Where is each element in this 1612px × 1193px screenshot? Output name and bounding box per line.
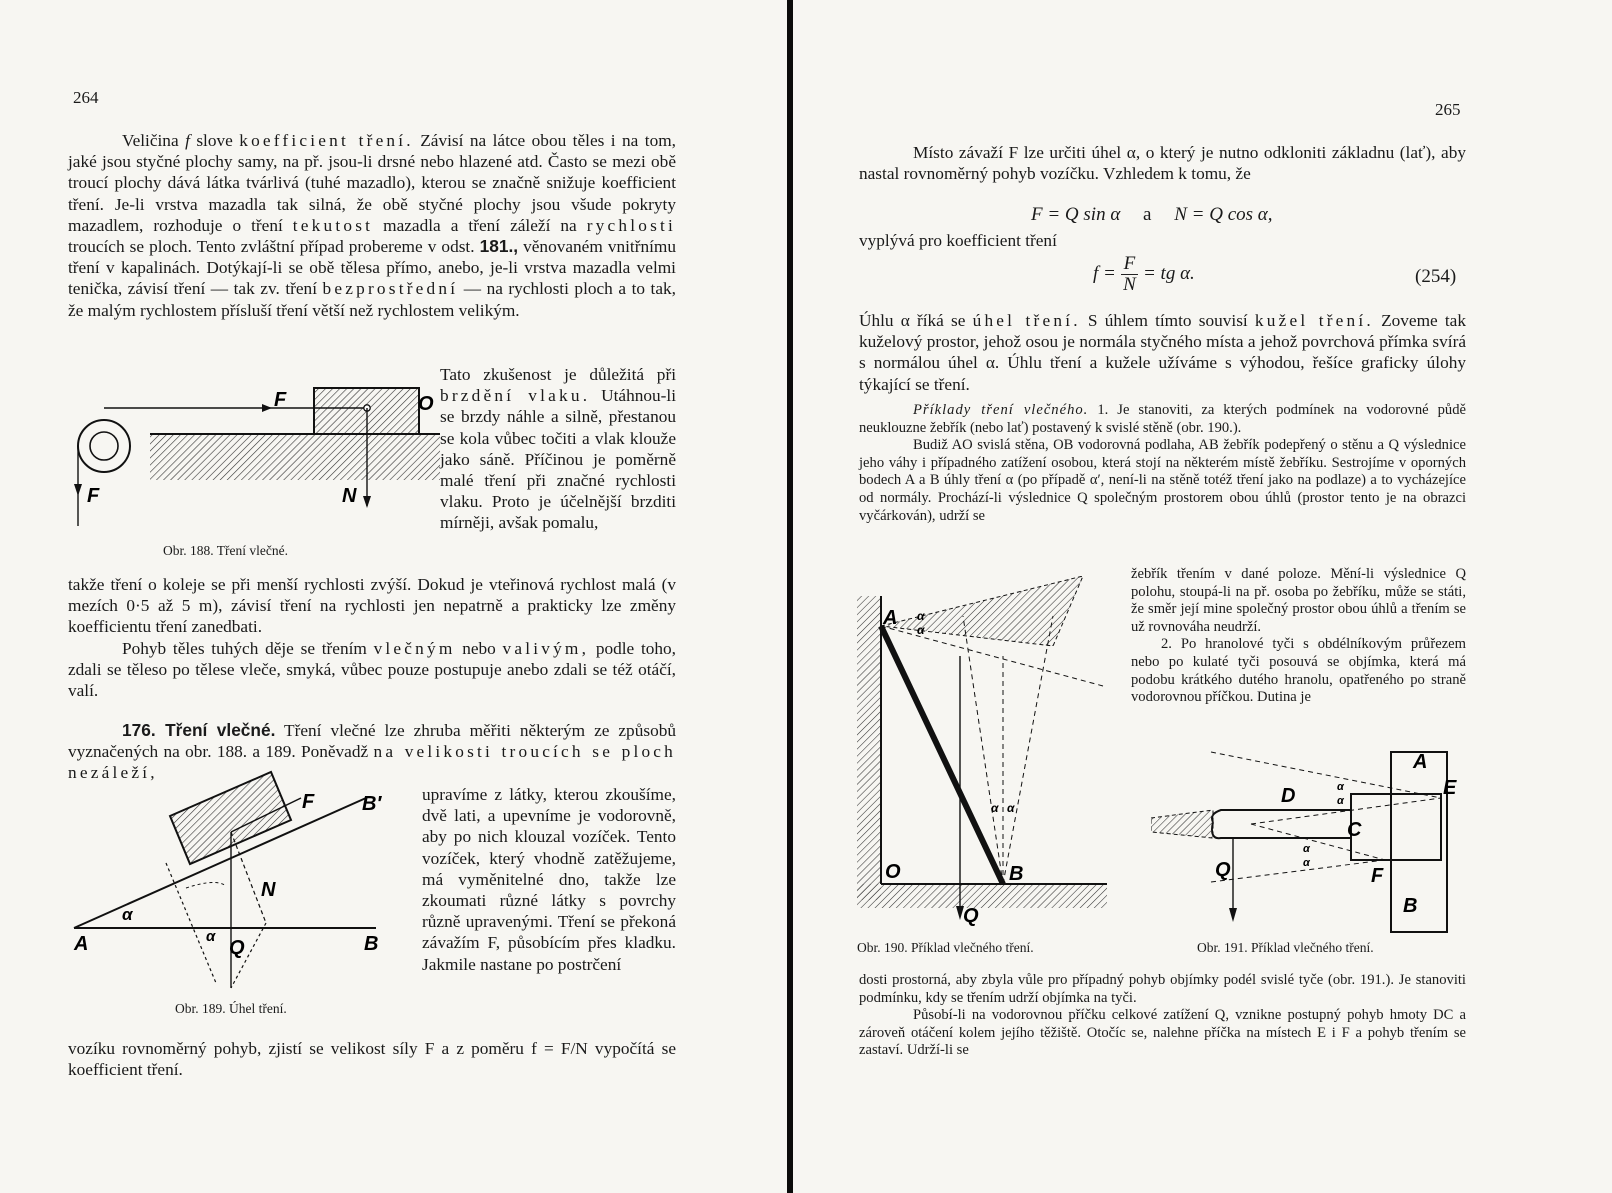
fig189-arc xyxy=(186,882,226,888)
page-number-right: 265 xyxy=(1435,100,1461,119)
section-176-end: vozíku rovnoměrný pohyb, zjistí se velikost síly F a z poměru f = F/N vypočítá se koefficient tření. xyxy=(68,1039,676,1080)
figure-191 xyxy=(1151,742,1461,938)
fig188-arrow-n xyxy=(363,496,371,508)
fig188-pulley xyxy=(78,420,130,472)
fig191-caption: Obr. 191. Příklad vlečného tření. xyxy=(1197,940,1374,955)
fig190-wall xyxy=(857,596,881,900)
fig190-label-q: Q xyxy=(963,905,979,926)
section-176-intro: 176. Tření vlečné. Tření vlečné lze zhruba měřiti některým ze způsobů vyznačených na obr. 188. a 189. Poněvadž na velikosti troucích se ploch nezáleží, xyxy=(68,720,676,783)
figure-188 xyxy=(62,376,442,546)
fig189-label-q: Q xyxy=(229,937,245,959)
fig189-label-b-prime: B′ xyxy=(362,793,382,815)
fig188-arrow-f xyxy=(262,404,272,412)
fig188-pulley-inner xyxy=(90,432,118,460)
fig191-label-f: F xyxy=(1371,865,1384,887)
fig188-label-f-top: F xyxy=(274,389,287,411)
fig189-dashed-2 xyxy=(166,863,216,983)
right-page xyxy=(793,0,1612,1193)
fig191-label-alpha4: α xyxy=(1303,857,1310,869)
fig189-caption: Obr. 189. Úhel tření. xyxy=(175,1001,287,1016)
figure-189 xyxy=(66,768,406,998)
left-paragraph-2-side: Tato zkušenost je důležitá při brzdění vlaku. Utáhnou-li se brzdy náhle a silně, přestanou se kola vůbec točiti a vlak klouže jako sáně. Příčinou je poměrně malé tření při značné rychlosti vlaku. Proto je účelnější brzditi mírněji, avšak pomalu, xyxy=(440,365,676,533)
fig191-label-a: A xyxy=(1413,751,1428,773)
fig190-ladder xyxy=(881,626,1003,884)
right-paragraph-2: vyplývá pro koefficient tření xyxy=(859,231,1057,250)
fig191-label-c: C xyxy=(1347,819,1362,841)
fig191-friction-zone xyxy=(1151,810,1213,838)
fig191-rod xyxy=(1391,752,1447,932)
right-paragraph-1: Místo závaží F lze určiti úhel α, o který je nutno odkloniti základnu (lať), aby nastal rovnoměrný pohyb vozíčku. Vzhledem k tomu, že xyxy=(859,143,1466,184)
examples-intro: Příklady tření vlečného. 1. Je stanoviti, za kterých podmínek na vodorovné půdě neuklouzne žebřík (nebo lať) postavený k svislé stěně (obr. 190.). Budiž AO svislá stěna, OB vodorovná podlaha, AB žebřík podepřený o stěnu a Q výslednice jeho váhy i případného zatížení osobou, která stojí na některém místě žebříku. Sestrojíme v oporných bodech A a B úhly tření α (po případě α′, není-li na stěně totéž tření jako na podlaze) a to vycházejíce od normály. Prochází-li výslednice Q společným prostorem obou úhlů (prostor tento je na obrazci vyčárkován), udrží se xyxy=(859,402,1466,524)
fig191-dashed-bottom xyxy=(1211,860,1385,882)
fig190-dashed-b2 xyxy=(1003,616,1053,884)
formula-forces: F = Q sin α a N = Q cos α, xyxy=(1031,204,1273,225)
fig191-label-alpha1: α xyxy=(1337,781,1344,793)
fig188-label-f-left: F xyxy=(87,485,100,507)
fig190-caption: Obr. 190. Příklad vlečného tření. xyxy=(857,940,1034,955)
fig191-dashed-f xyxy=(1251,824,1385,860)
fig188-caption: Obr. 188. Tření vlečné. xyxy=(163,543,288,558)
fig190-label-alpha2: α xyxy=(917,623,925,637)
fig190-friction-zone xyxy=(881,576,1083,646)
left-page xyxy=(0,0,787,1193)
fig190-label-alpha4: α xyxy=(1007,801,1015,815)
fig189-label-alpha1: α xyxy=(122,905,133,924)
fig191-label-e: E xyxy=(1443,777,1457,799)
fig191-dashed-top xyxy=(1211,752,1441,798)
fig191-label-q: Q xyxy=(1215,859,1231,881)
fig189-label-b: B xyxy=(364,933,379,955)
section-heading: 176. Tření vlečné. xyxy=(122,720,276,740)
fig191-label-b: B xyxy=(1403,895,1418,917)
fig190-label-b: B xyxy=(1009,863,1024,885)
equation-number: (254) xyxy=(1415,266,1457,287)
fig191-label-alpha3: α xyxy=(1303,843,1310,855)
fig188-label-n: N xyxy=(342,485,357,507)
fig189-label-alpha2: α xyxy=(206,928,216,945)
right-paragraph-3: Úhlu α říká se úhel tření. S úhlem tímto souvisí kužel tření. Zoveme tak kuželový prostor, jehož osou je normála styčného místa a jehož povrchová přímka svírá s normálou úhel α. Úhlu tření a kužele užíváme s výhodou, řešíce graficky úlohy týkající se tření. xyxy=(859,311,1466,394)
fig191-label-alpha2: α xyxy=(1337,795,1344,807)
fig191-label-d: D xyxy=(1281,785,1296,807)
fig188-arrow-weight xyxy=(74,484,82,496)
fig191-bar xyxy=(1212,810,1351,838)
fig189-label-n: N xyxy=(261,879,276,901)
fig190-label-alpha3: α xyxy=(991,801,999,815)
left-paragraph-1: Veličina f slove koefficient tření. Závisí na látce obou těles i na tom, jaké jsou styčné plochy samy, na př. jsou-li drsné nebo hlazené atd. Často se mezi obě troucí plochy dává látka tvárlivá (tuhé mazadlo), kterou se značně snižuje koefficient tření. Je-li vrstva mazadla tak silná, že obě styčné plochy jsou všude pokryty mazadlem, rozhoduje o tření tekutost mazadla a tření záleží na rychlosti troucích se ploch. Tento zvláštní případ probereme v odst. 181., věnovaném vnitřnímu tření v kapalinách. Dotýkají-li se obě tělesa přímo, anebo, je-li vrstva mazadla velmi tenička, závisí tření — tak zv. tření bezprostřední — na rychlosti ploch a to tak, že malým rychlostem přísluší tření větší než rychlostem velikým. xyxy=(68,131,677,320)
fig188-label-o: O xyxy=(418,393,434,415)
fig190-label-o: O xyxy=(885,861,901,883)
examples-continuation: dosti prostorná, aby zbyla vůle pro případný pohyb objímky podél svislé tyče (obr. 191.). Je stanoviti podmínku, kdy se třením udrží objímka na tyči. Působí-li na vodorovnou příčku celkové zatížení Q, vznikne postupný pohyb hmoty DC a zároveň otáčení kolem jejího těžiště. Otočíc se, nalehne příčka na místech E i F a pohyb třením se zastaví. Udrží-li se xyxy=(859,972,1466,1059)
examples-side-text: žebřík třením v dané poloze. Mění-li výslednice Q polohu, stoupá-li na př. osoba po žebříku, může se státi, že směr její mine společný prostor obou úhlů a třením se už rovnováha neudrží. 2. Po hranolové tyči s obdélníkovým průřezem nebo po kulaté tyči posouvá se objímka, která má podobu krátkého dutého hranolu, opatřeného po straně vodorovnou příčkou. Dutina je xyxy=(1131,566,1466,706)
fig189-label-a: A xyxy=(74,933,89,955)
fig190-label-alpha1: α xyxy=(917,609,925,623)
section-176-side: upravíme z látky, kterou zkoušíme, dvě lati, a upevníme je vodorovně, aby po nich klouzal vozíček. Tento vozíček, který vhodně zatěžujeme, má vyměnitelné dno, takže lze zkoumati různé látky s povrchy různě upravenými. Tření se překoná závažím F, působícím přes kladku. Jakmile nastane po postrčení xyxy=(422,785,676,974)
formula-coefficient: f = $\frac{F}{N}$ = tg α. xyxy=(1093,253,1195,295)
fig190-floor xyxy=(857,884,1107,908)
page-number-left: 264 xyxy=(73,88,99,107)
fig190-label-a: A xyxy=(883,607,898,629)
left-paragraph-2-cont: takže tření o koleje se při menší rychlosti zvýší. Dokud je vteřinová rychlost malá (v mezích 0·5 až 5 m), závisí tření na rychlosti jen nepatrně a prakticky lze změny koefficientu tření zanedbati. Pohyb těles tuhých děje se třením vlečným nebo valivým, podle toho, zdali se těleso po tělese vleče, smyká, vůbec pouze postupuje anebo zdali se též otáčí, valí. xyxy=(68,575,676,701)
fig189-label-f: F xyxy=(302,791,315,813)
fig188-table xyxy=(150,434,440,480)
figure-190 xyxy=(853,576,1113,926)
fig191-arrow-q xyxy=(1229,908,1237,922)
